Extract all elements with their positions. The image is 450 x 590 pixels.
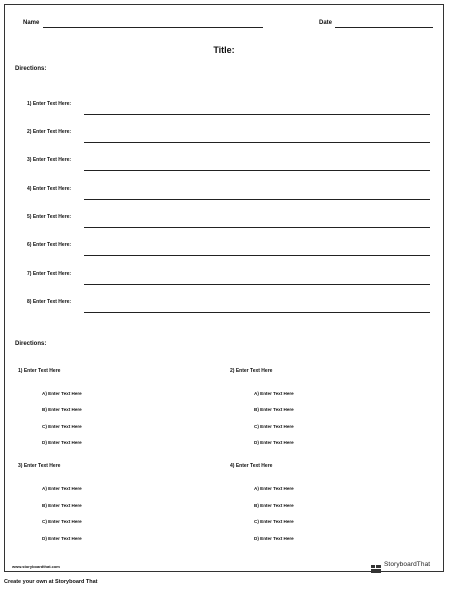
answer-line-8[interactable]: [84, 312, 430, 313]
answer-line-1[interactable]: [84, 114, 430, 115]
question-label-1: 1) Enter Text Here: [18, 368, 61, 374]
line-item-label-1: 1) Enter Text Here:: [27, 101, 72, 107]
answer-line-3[interactable]: [84, 170, 430, 171]
option-a-q3[interactable]: A) Enter Text Here: [42, 486, 82, 491]
line-item-label-6: 6) Enter Text Here:: [27, 242, 72, 248]
name-label: Name: [23, 20, 40, 26]
answer-line-2[interactable]: [84, 142, 430, 143]
option-a-q2[interactable]: A) Enter Text Here: [254, 391, 294, 396]
option-d-q2[interactable]: D) Enter Text Here: [254, 440, 294, 445]
question-label-4: 4) Enter Text Here: [230, 463, 273, 469]
option-d-q1[interactable]: D) Enter Text Here: [42, 440, 82, 445]
answer-line-4[interactable]: [84, 199, 430, 200]
date-label: Date: [319, 20, 333, 26]
worksheet-page: [4, 4, 444, 572]
option-c-q3[interactable]: C) Enter Text Here: [42, 519, 82, 524]
line-item-label-3: 3) Enter Text Here:: [27, 157, 72, 163]
directions-label-1: Directions:: [15, 66, 47, 72]
option-b-q3[interactable]: B) Enter Text Here: [42, 503, 82, 508]
option-b-q2[interactable]: B) Enter Text Here: [254, 407, 294, 412]
line-item-label-7: 7) Enter Text Here:: [27, 271, 72, 277]
option-b-q1[interactable]: B) Enter Text Here: [42, 407, 82, 412]
directions-label-2: Directions:: [15, 341, 47, 347]
name-line[interactable]: [43, 27, 263, 28]
option-a-q4[interactable]: A) Enter Text Here: [254, 486, 294, 491]
create-caption[interactable]: Create your own at Storyboard That: [4, 579, 98, 585]
line-item-label-4: 4) Enter Text Here:: [27, 186, 72, 192]
line-item-label-5: 5) Enter Text Here:: [27, 214, 72, 220]
option-a-q1[interactable]: A) Enter Text Here: [42, 391, 82, 396]
date-line[interactable]: [335, 27, 433, 28]
answer-line-5[interactable]: [84, 227, 430, 228]
option-c-q1[interactable]: C) Enter Text Here: [42, 424, 82, 429]
option-b-q4[interactable]: B) Enter Text Here: [254, 503, 294, 508]
option-d-q3[interactable]: D) Enter Text Here: [42, 536, 82, 541]
footer-url[interactable]: www.storyboardthat.com: [12, 564, 60, 569]
option-c-q4[interactable]: C) Enter Text Here: [254, 519, 294, 524]
question-label-2: 2) Enter Text Here: [230, 368, 273, 374]
answer-line-7[interactable]: [84, 284, 430, 285]
question-label-3: 3) Enter Text Here: [18, 463, 61, 469]
storyboard-logo-icon: [371, 560, 381, 568]
option-d-q4[interactable]: D) Enter Text Here: [254, 536, 294, 541]
answer-line-6[interactable]: [84, 255, 430, 256]
brand-name: StoryboardThat: [384, 560, 431, 568]
line-item-label-8: 8) Enter Text Here:: [27, 299, 72, 305]
option-c-q2[interactable]: C) Enter Text Here: [254, 424, 294, 429]
brand-logo[interactable]: [371, 560, 430, 568]
line-item-label-2: 2) Enter Text Here:: [27, 129, 72, 135]
worksheet-title: Title:: [213, 45, 235, 55]
